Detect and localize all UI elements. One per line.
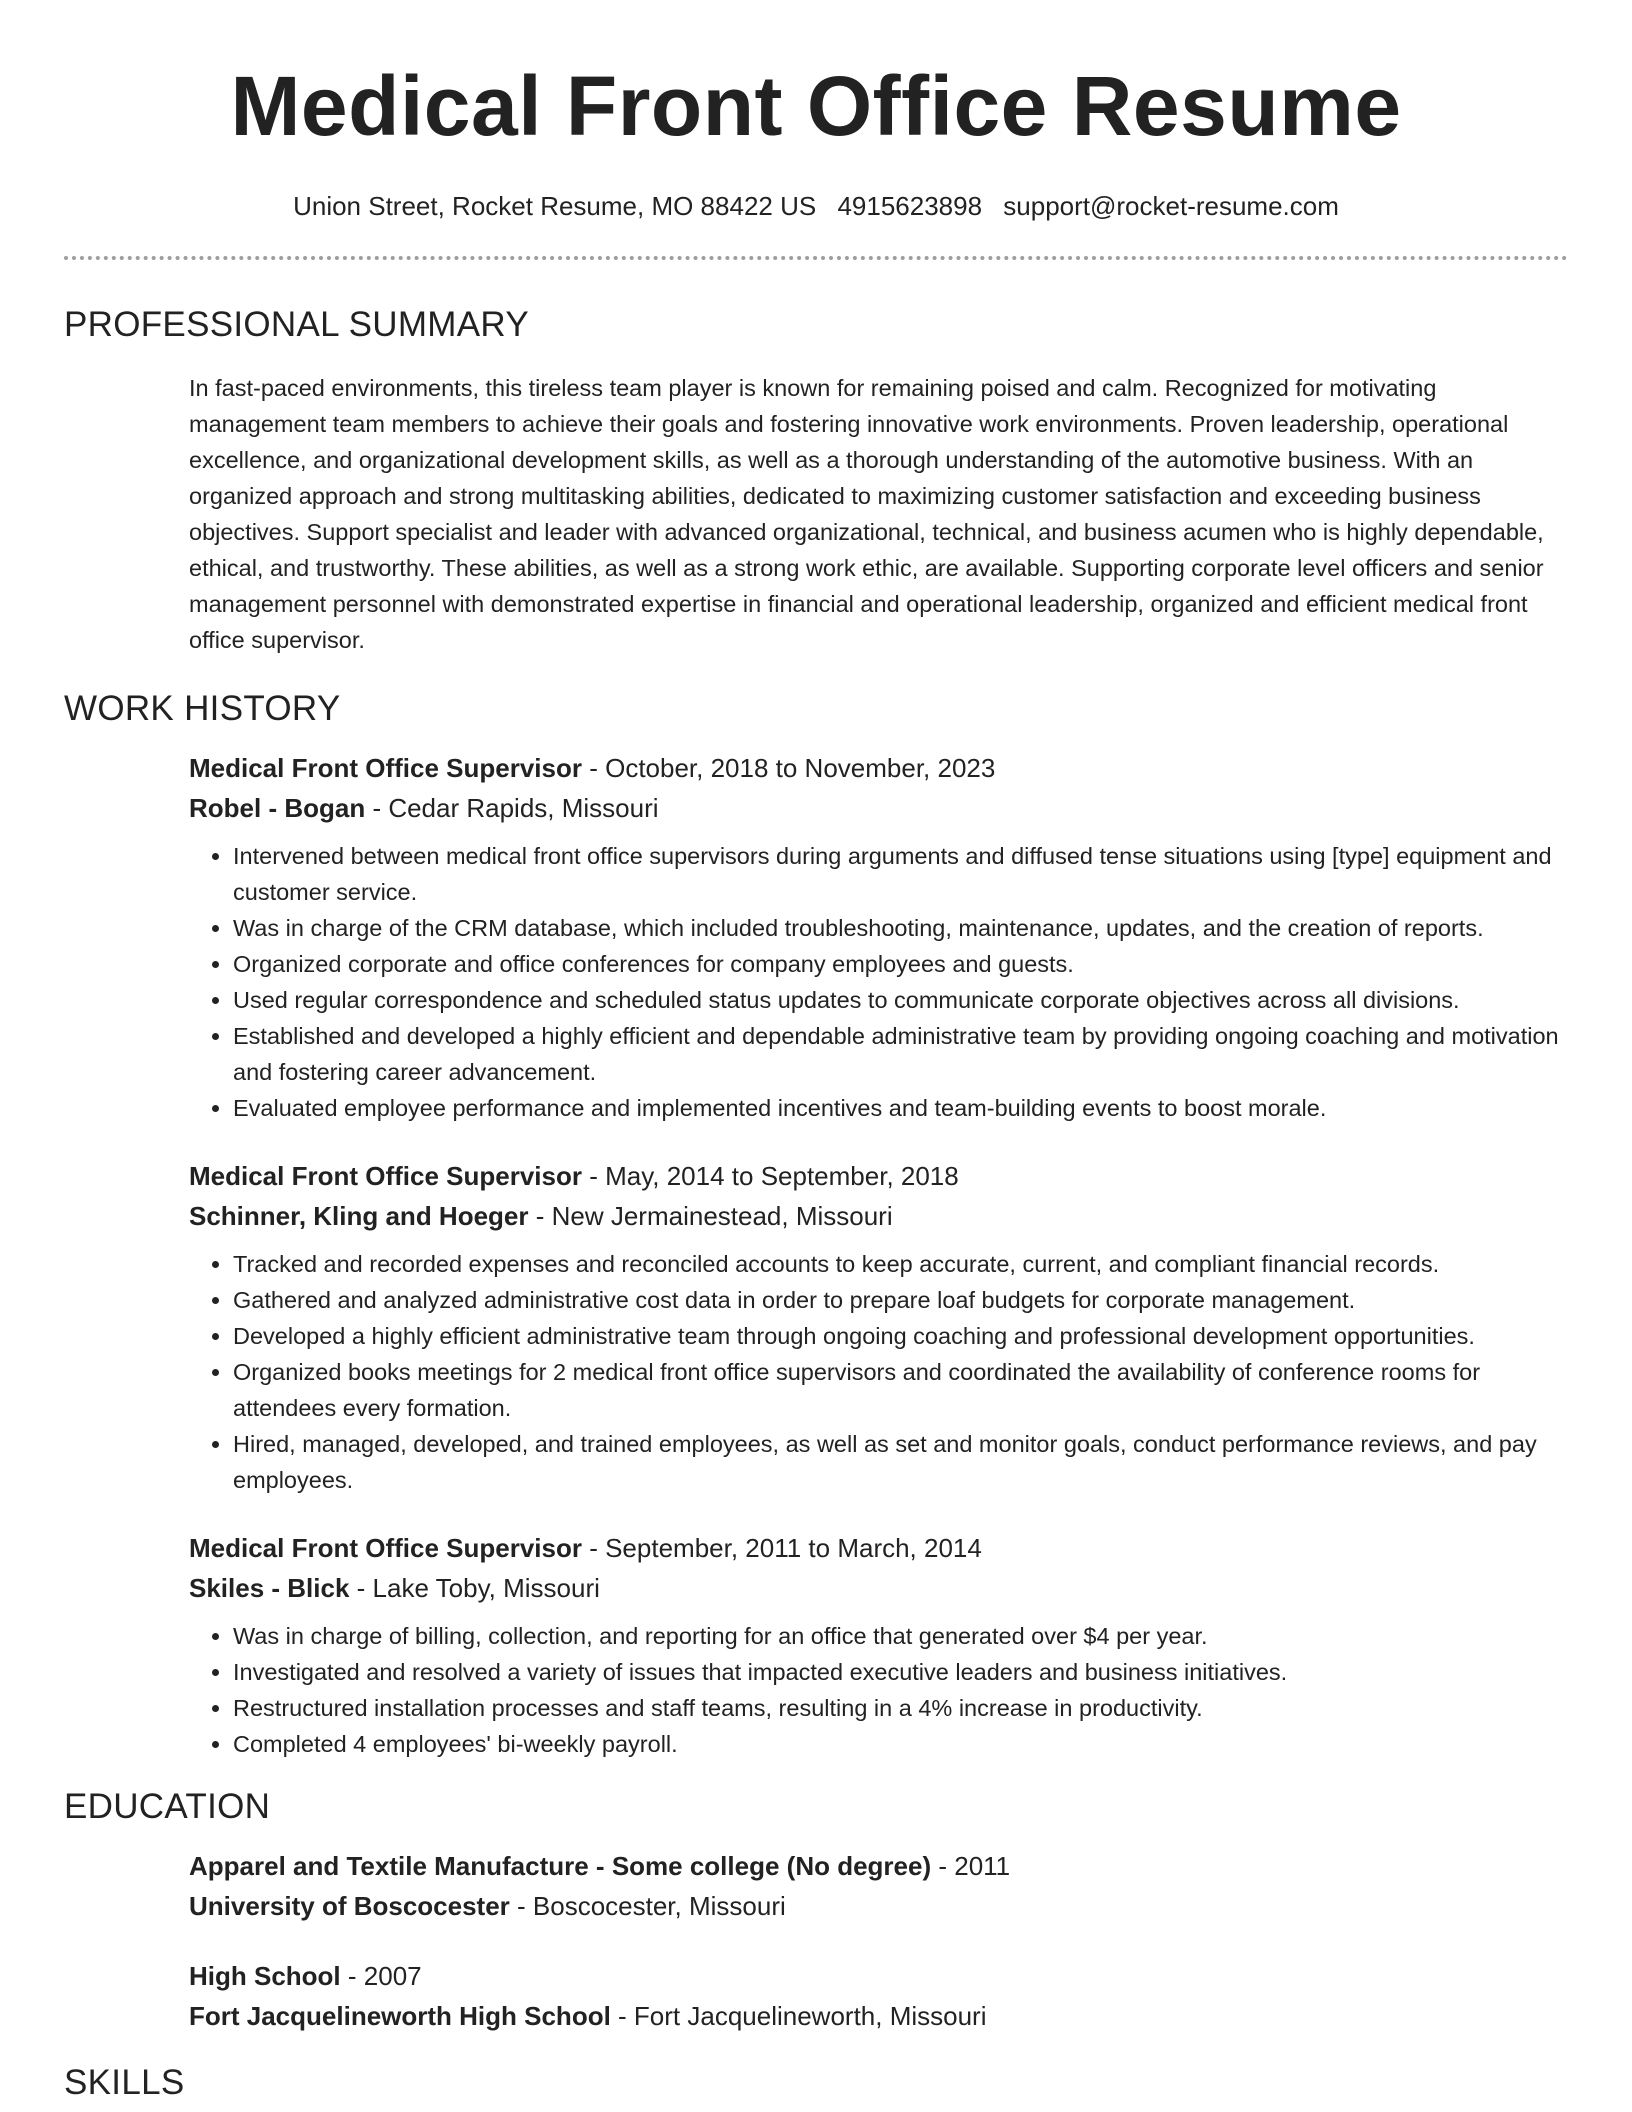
job-dates: - October, 2018 to November, 2023 <box>581 753 996 783</box>
education-section <box>0 1786 1632 2036</box>
education-entry <box>189 1956 1568 2036</box>
education-school-line <box>189 1886 1568 1926</box>
skills-section <box>0 2062 1632 2104</box>
contact-phone: 4915623898 <box>837 191 983 221</box>
education-location: - Fort Jacquelineworth, Missouri <box>610 2001 987 2031</box>
job-title: Medical Front Office Supervisor <box>189 753 582 783</box>
job-bullet: • Organized books meetings for 2 medical front office supervisors and coordinated the availability of conference rooms for attendees every formation. <box>233 1354 1568 1426</box>
education-entry <box>189 1846 1568 1926</box>
education-school: Fort Jacquelineworth High School <box>189 2001 611 2031</box>
job-company: Skiles - Blick <box>189 1573 350 1603</box>
education-school: University of Boscocester <box>189 1891 510 1921</box>
summary-text: In fast-paced environments, this tireless team player is known for remaining poised and calm. Recognized for motivating management team members to achieve their goals and fostering innovative work environments. Proven leadership, operational excellence, and organizational development skills, as well as a thorough understanding of the automotive business. With an organized approach and strong multitasking abilities, dedicated to maximizing customer satisfaction and exceeding business objectives. Support specialist and leader with advanced organizational, technical, and business acumen who is highly dependable, ethical, and trustworthy. These abilities, as well as a strong work ethic, are available. Supporting corporate level officers and senior management personnel with demonstrated expertise in financial and operational leadership, organized and efficient medical front office supervisor. <box>189 375 1544 653</box>
job-bullet: • Tracked and recorded expenses and reconciled accounts to keep accurate, current, and compliant financial records. <box>233 1246 1568 1282</box>
job-title: Medical Front Office Supervisor <box>189 1161 582 1191</box>
job-bullet: • Intervened between medical front office supervisors during arguments and diffused tense situations using [type] equipment and customer service. <box>233 838 1568 910</box>
job-entry <box>189 1528 1568 1762</box>
job-location: - New Jermainestead, Missouri <box>528 1201 893 1231</box>
job-bullet: • Restructured installation processes and staff teams, resulting in a 4% increase in productivity. <box>233 1690 1568 1726</box>
job-bullets <box>189 1246 1568 1498</box>
job-bullet: • Was in charge of billing, collection, and reporting for an office that generated over $4 per year. <box>233 1618 1568 1654</box>
job-title-line <box>189 1528 1568 1568</box>
job-bullet: • Used regular correspondence and scheduled status updates to communicate corporate objectives across all divisions. <box>233 982 1568 1018</box>
job-company: Schinner, Kling and Hoeger <box>189 1201 529 1231</box>
job-dates: - May, 2014 to September, 2018 <box>581 1161 959 1191</box>
job-bullet: • Was in charge of the CRM database, which included troubleshooting, maintenance, updates, and the creation of reports. <box>233 910 1568 946</box>
resume-title: Medical Front Office Resume <box>230 59 1402 153</box>
job-company: Robel - Bogan <box>189 793 366 823</box>
header-divider <box>64 256 1568 260</box>
job-company-line <box>189 1196 1568 1236</box>
education-degree-line <box>189 1956 1568 1996</box>
education-year: - 2011 <box>931 1851 1011 1881</box>
job-bullet: • Established and developed a highly efficient and dependable administrative team by providing ongoing coaching and motivation and fostering career advancement. <box>233 1018 1568 1090</box>
job-bullet: • Evaluated employee performance and implemented incentives and team-building events to boost morale. <box>233 1090 1568 1126</box>
skills-heading: SKILLS <box>64 2063 185 2102</box>
job-title-line <box>189 1156 1568 1196</box>
education-location: - Boscocester, Missouri <box>509 1891 786 1921</box>
education-year: - 2007 <box>340 1961 422 1991</box>
job-bullet: • Hired, managed, developed, and trained employees, as well as set and monitor goals, conduct performance reviews, and pay employees. <box>233 1426 1568 1498</box>
job-entry <box>189 1156 1568 1498</box>
work-history-heading: WORK HISTORY <box>64 689 341 728</box>
job-company-line <box>189 1568 1568 1608</box>
education-heading: EDUCATION <box>64 1787 271 1826</box>
job-title-line <box>189 748 1568 788</box>
job-dates: - September, 2011 to March, 2014 <box>581 1533 982 1563</box>
job-bullet: • Organized corporate and office conferences for company employees and guests. <box>233 946 1568 982</box>
summary-section <box>0 304 1632 658</box>
contact-line <box>0 190 1632 222</box>
job-bullet: • Gathered and analyzed administrative cost data in order to prepare loaf budgets for corporate management. <box>233 1282 1568 1318</box>
education-school-line <box>189 1996 1568 2036</box>
job-bullet: • Investigated and resolved a variety of issues that impacted executive leaders and business initiatives. <box>233 1654 1568 1690</box>
job-bullets <box>189 838 1568 1126</box>
job-bullet: • Developed a highly efficient administrative team through ongoing coaching and professional development opportunities. <box>233 1318 1568 1354</box>
education-degree: High School <box>189 1961 341 1991</box>
job-title: Medical Front Office Supervisor <box>189 1533 582 1563</box>
job-bullets <box>189 1618 1568 1762</box>
work-history-section <box>0 688 1632 1762</box>
summary-heading: PROFESSIONAL SUMMARY <box>64 305 529 344</box>
education-degree-line <box>189 1846 1568 1886</box>
job-company-line <box>189 788 1568 828</box>
job-bullet: • Completed 4 employees' bi-weekly payroll. <box>233 1726 1568 1762</box>
job-location: - Lake Toby, Missouri <box>349 1573 600 1603</box>
contact-address: Union Street, Rocket Resume, MO 88422 US <box>293 191 817 221</box>
education-degree: Apparel and Textile Manufacture - Some college (No degree) <box>189 1851 932 1881</box>
job-location: - Cedar Rapids, Missouri <box>365 793 659 823</box>
job-entry <box>189 748 1568 1126</box>
contact-email: support@rocket-resume.com <box>1003 191 1339 221</box>
